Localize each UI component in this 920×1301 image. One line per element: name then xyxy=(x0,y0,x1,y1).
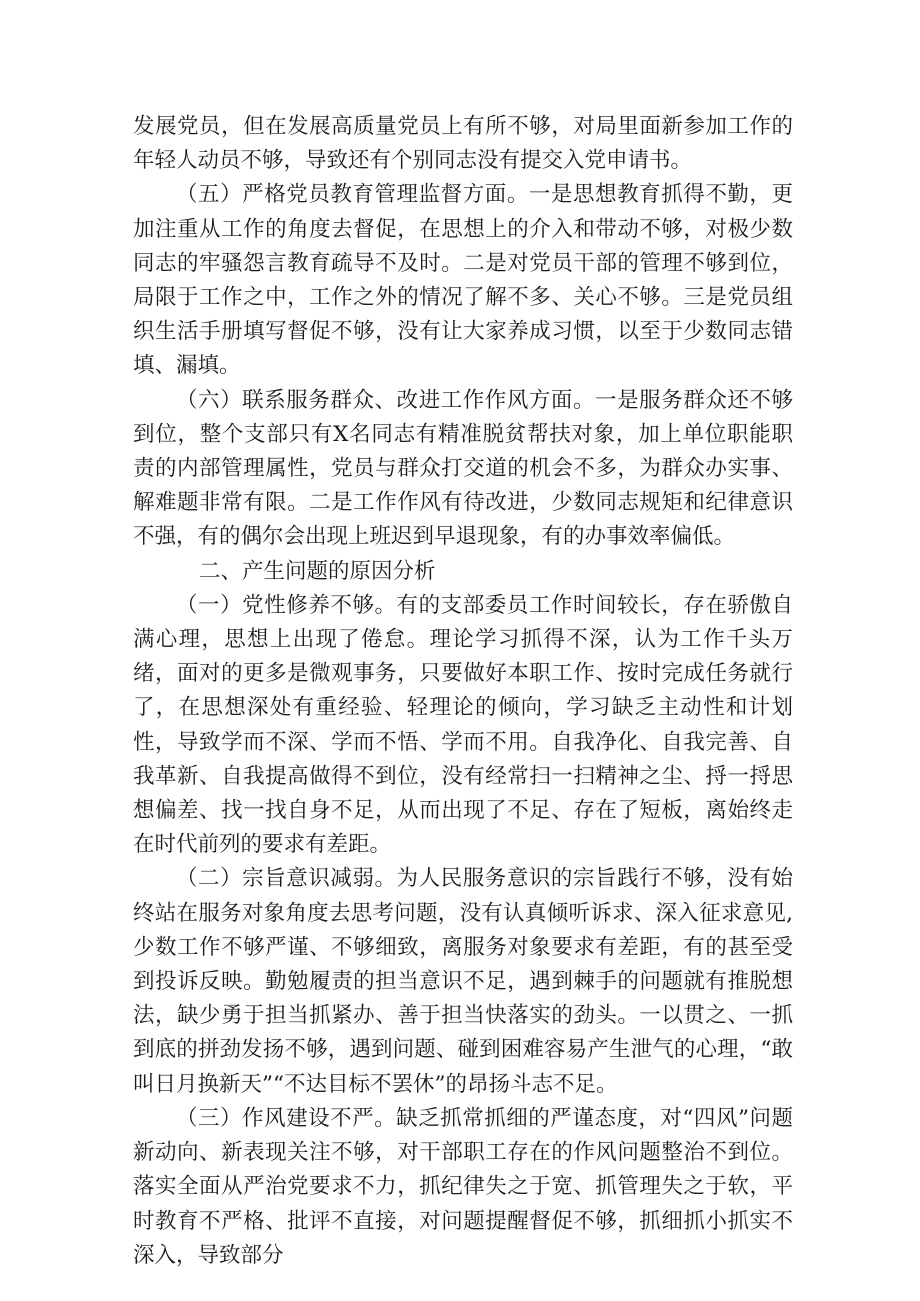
paragraph-section-5: （五）严格党员教育管理监督方面。一是思想教育抓得不勤，更加注重从工作的角度去督促，在思想上的介入和带动不够，对极少数同志的牢骚怨言教育疏导不及时。二是对党员干部的管理不够到位，局限于工作之中，工作之外的情况了解不多、关心不够。三是党员组织生活手册填写督促不够，没有让大家养成习惯，以至于少数同志错填、漏填。 xyxy=(133,182,793,379)
paragraph-cause-2: （二）宗旨意识减弱。为人民服务意识的宗旨践行不够，没有始终站在服务对象角度去思考问题，没有认真倾听诉求、深入征求意见,少数工作不够严谨、不够细致，离服务对象要求有差距，有的甚至受到投诉反映。勤勉履责的担当意识不足，遇到棘手的问题就有推脱想法，缺少勇于担当抓紧办、善于担当快落实的劲头。一以贯之、一抓到底的拼劲发扬不够，遇到问题、碰到困难容易产生泄气的心理，“敢叫日月换新天”“不达目标不罢休”的昂扬斗志不足。 xyxy=(133,866,793,1097)
paragraph-cause-1: （一）党性修养不够。有的支部委员工作时间较长，存在骄傲自满心理，思想上出现了倦怠。理论学习抓得不深，认为工作千头万绪，面对的更多是微观事务，只要做好本职工作、按时完成任务就行了，在思想深处有重经验、轻理论的倾向，学习缺乏主动性和计划性，导致学而不深、学而不悟、学而不用。自我净化、自我完善、自我革新、自我提高做得不到位，没有经常扫一扫精神之尘、捋一捋思想偏差、找一找自身不足，从而出现了不足、存在了短板，离始终走在时代前列的要求有差距。 xyxy=(133,592,793,858)
section-heading-cause-analysis: 二、产生问题的原因分析 xyxy=(199,558,436,584)
document-body xyxy=(133,110,793,1273)
paragraph-cause-3: （三）作风建设不严。缺乏抓常抓细的严谨态度，对“四风”问题新动向、新表现关注不够，对干部职工存在的作风问题整治不到位。落实全面从严治党要求不力，抓纪律失之于宽、抓管理失之于软，平时教育不严格、批评不直接，对问题提醒督促不够，抓细抓小抓实不深入，导致部分 xyxy=(133,1105,793,1268)
paragraph-section-6: （六）联系服务群众、改进工作作风方面。一是服务群众还不够到位，整个支部只有X名同志有精准脱贫帮扶对象，加上单位职能职责的内部管理属性，党员与群众打交道的机会不多，为群众办实事、解难题非常有限。二是工作作风有待改进，少数同志规矩和纪律意识不强，有的偶尔会出现上班迟到早退现象，有的办事效率偏低。 xyxy=(133,387,793,550)
paragraph-continuation: 发展党员，但在发展高质量党员上有所不够，对局里面新参加工作的年轻人动员不够，导致还有个别同志没有提交入党申请书。 xyxy=(133,114,793,174)
